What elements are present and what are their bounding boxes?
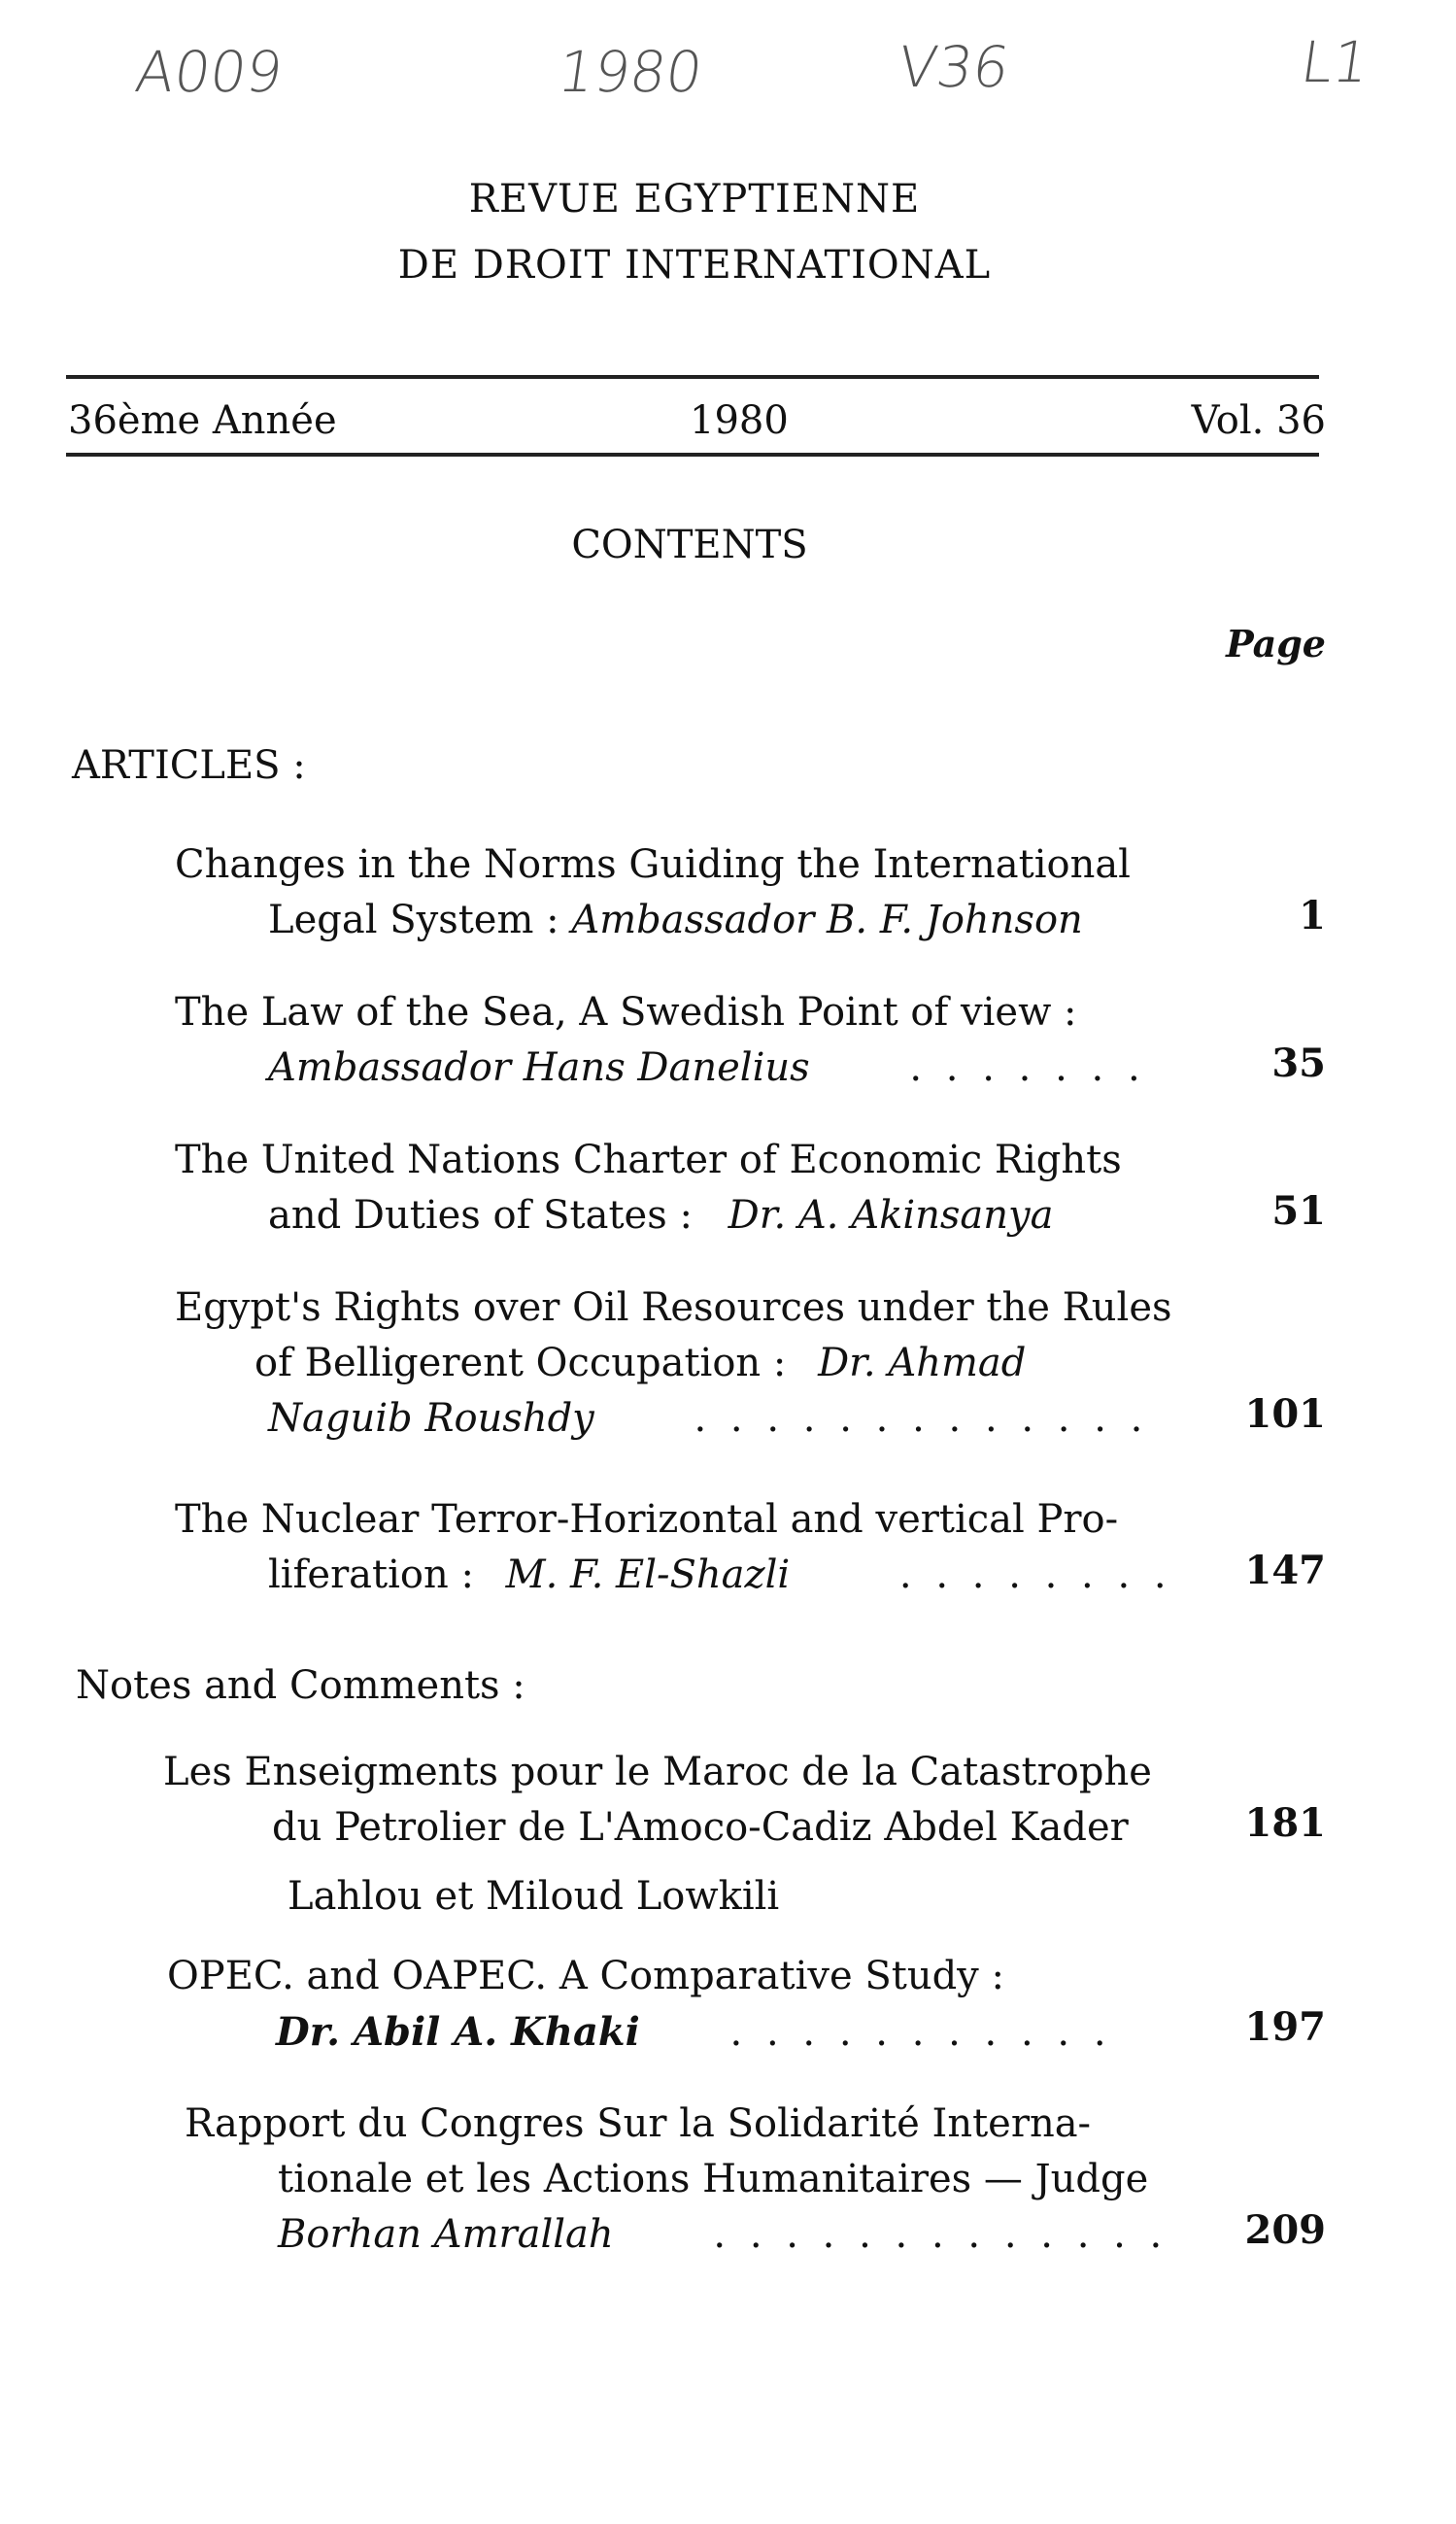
handwritten-note-1: A009: [131, 39, 288, 105]
publication-year: 1980: [690, 398, 789, 443]
note-title-line: Lahlou et Miloud Lowkili: [288, 1874, 780, 1919]
articles-section-heading: ARTICLES :: [72, 743, 306, 788]
article-title-line: Changes in the Norms Guiding the International: [175, 842, 1131, 887]
article-title-line: The United Nations Charter of Economic Rights: [175, 1138, 1122, 1182]
article-title-line: The Nuclear Terror-Horizontal and vertical Pro-: [175, 1497, 1119, 1542]
journal-title-line2: DE DROIT INTERNATIONAL: [397, 243, 992, 288]
note-title-line: OPEC. and OAPEC. A Comparative Study :: [167, 1954, 1004, 1998]
note-entry: [167, 1949, 1112, 2061]
article-page-number: 51: [1271, 1188, 1326, 1234]
leader-dots: . . . . . . . .: [898, 1552, 1172, 1597]
article-title-line: Egypt's Rights over Oil Resources under the Rules: [175, 1285, 1172, 1330]
article-author: Naguib Roushdy: [268, 1396, 594, 1441]
article-entry: [175, 985, 1146, 1096]
leader-dots: . . . . . . . . . . . . .: [713, 2212, 1168, 2257]
notes-section-heading: Notes and Comments :: [76, 1663, 525, 1708]
article-entry: [175, 837, 1131, 948]
article-author: Dr. Ahmad: [818, 1341, 1027, 1385]
journal-title-line1: REVUE EGYPTIENNE: [468, 177, 921, 222]
article-title-line: [175, 1391, 1172, 1447]
article-title-line: The Law of the Sea, A Swedish Point of view :: [175, 990, 1077, 1035]
article-author: Dr. A. Akinsanya: [728, 1193, 1054, 1238]
note-page-number: 181: [1244, 1800, 1326, 1846]
article-author: M. F. El-Shazli: [505, 1552, 791, 1597]
top-rule: [66, 375, 1319, 379]
article-page-number: 101: [1244, 1391, 1326, 1437]
leader-dots: . . . . . . . . . . .: [729, 2010, 1112, 2055]
note-title-line: Rapport du Congres Sur la Solidarité Interna-: [185, 2101, 1092, 2146]
note-page-number: 197: [1244, 2004, 1326, 2050]
note-author: Borhan Amrallah: [278, 2212, 614, 2257]
article-title-line: [175, 1040, 1146, 1096]
article-author: Ambassador Hans Danelius: [268, 1045, 810, 1090]
note-title-line: du Petrolier de L'Amoco-Cadiz Abdel Kader: [272, 1805, 1129, 1850]
article-entry: [175, 1492, 1172, 1603]
article-title-line: Legal System : Ambassador B. F. Johnson: [268, 898, 1083, 942]
year-label: 36ème Année: [68, 398, 337, 443]
bottom-rule: [66, 453, 1319, 457]
handwritten-note-4: L1: [1297, 29, 1373, 95]
handwritten-note-2: 1980: [554, 39, 707, 105]
article-page-number: 35: [1271, 1040, 1326, 1086]
article-page-number: 147: [1244, 1548, 1326, 1593]
article-entry: [175, 1133, 1122, 1244]
article-entry: [175, 1280, 1172, 1447]
note-page-number: 209: [1244, 2207, 1326, 2253]
page-column-heading: Page: [1226, 622, 1326, 665]
leader-dots: . . . . . . .: [909, 1045, 1146, 1090]
note-title-line: [167, 2004, 1112, 2061]
note-entry: [185, 2097, 1168, 2263]
volume-number: Vol. 36: [1191, 398, 1326, 443]
note-author: Dr. Abil A. Khaki: [276, 2009, 640, 2055]
handwritten-note-3: V36: [894, 34, 1014, 100]
note-title-line: tionale et les Actions Humanitaires — Judge: [278, 2157, 1149, 2201]
article-title-line: liferation : M. F. El-Shazli . . . . . . . .: [268, 1552, 1172, 1597]
note-title-line: [185, 2207, 1168, 2263]
note-entry: [163, 1745, 1152, 1925]
article-author: Ambassador B. F. Johnson: [571, 898, 1083, 942]
article-page-number: 1: [1299, 893, 1326, 938]
note-title-line: Les Enseigments pour le Maroc de la Catastrophe: [163, 1750, 1152, 1794]
article-title-line: of Belligerent Occupation : Dr. Ahmad: [254, 1341, 1027, 1385]
article-title-line: and Duties of States : Dr. A. Akinsanya: [268, 1193, 1054, 1238]
contents-heading: CONTENTS: [571, 523, 808, 567]
leader-dots: . . . . . . . . . . . . .: [694, 1396, 1149, 1441]
